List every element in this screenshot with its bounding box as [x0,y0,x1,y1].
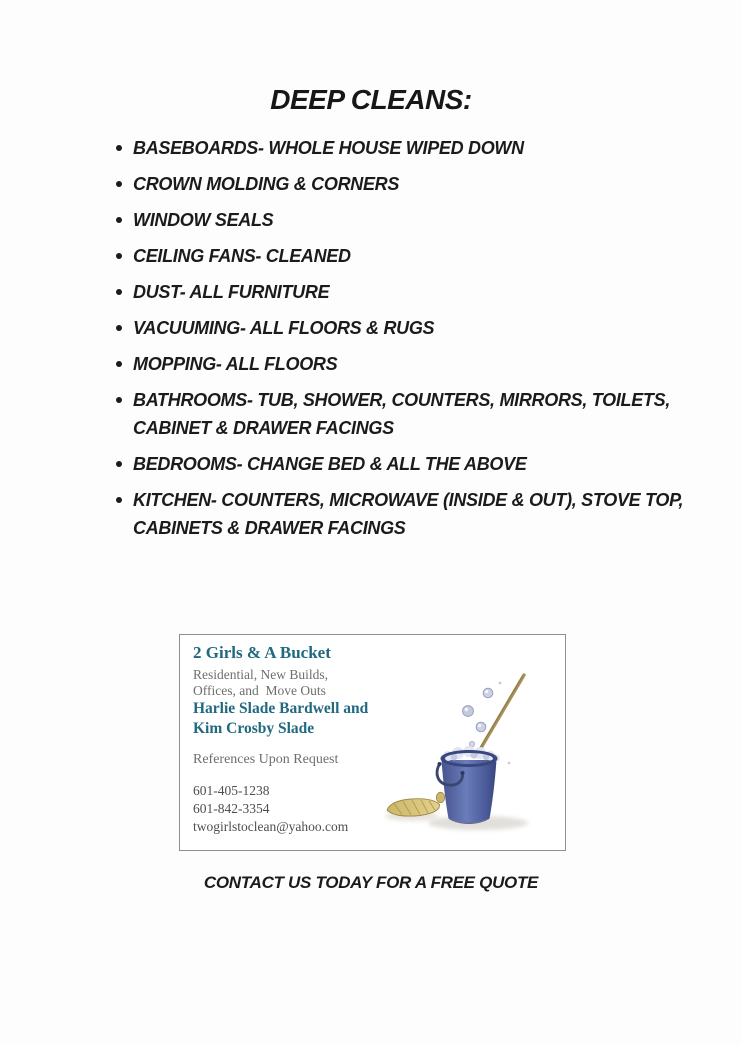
service-item-label: BATHROOMS- TUB, SHOWER, COUNTERS, MIRRORS, TOILETS, CABINET & DRAWER FACINGS [133,390,671,438]
company-name: 2 Girls & A Bucket [193,643,331,662]
service-item [116,134,700,162]
bucket-body [442,760,497,823]
email-address: twogirlstoclean@yahoo.com [193,819,349,834]
service-item-label: VACUUMING- ALL FLOORS & RUGS [133,318,435,338]
service-item-label: CROWN MOLDING & CORNERS [133,174,400,194]
service-item-label: CEILING FANS- CLEANED [133,246,351,266]
phone-number: 601-405-1238 [193,783,270,798]
service-item [116,242,700,270]
service-item-label: BASEBOARDS- WHOLE HOUSE WIPED DOWN [133,138,524,158]
broom-stick [478,675,524,753]
company-services-line: Residential, New Builds, [193,667,328,682]
handle-mount [461,771,465,775]
service-item [116,350,700,378]
owner-names-line: Kim Crosby Slade [193,719,315,737]
page-title: DEEP CLEANS: [270,84,472,115]
service-item [116,278,700,306]
phone-number: 601-842-3354 [193,801,270,816]
contact-block [193,782,348,836]
service-item [116,206,700,234]
business-card-text [193,643,368,768]
service-item [116,170,700,198]
service-item-label: BEDROOMS- CHANGE BED & ALL THE ABOVE [133,454,527,474]
service-item [116,450,700,478]
service-item [116,486,700,542]
service-item-label: WINDOW SEALS [133,210,274,230]
bucket-with-broom-and-bubbles-icon [382,669,566,850]
service-item [116,386,700,442]
footer-cta: CONTACT US TODAY FOR A FREE QUOTE [203,873,539,892]
service-item [116,314,700,342]
business-card [179,634,566,851]
service-item-label: KITCHEN- COUNTERS, MICROWAVE (INSIDE & OUT), STOVE TOP, CABINETS & DRAWER FACINGS [133,490,684,538]
service-item-label: DUST- ALL FURNITURE [133,282,330,302]
references-note: References Upon Request [193,752,339,767]
service-item-label: MOPPING- ALL FLOORS [133,354,338,374]
owner-names-line: Harlie Slade Bardwell and [193,700,369,717]
broom-stick-shade [477,676,523,753]
services-list [116,134,700,542]
scrub-brush [387,792,445,816]
company-services-line: Offices, and Move Outs [193,683,326,698]
handle-mount [438,762,442,766]
